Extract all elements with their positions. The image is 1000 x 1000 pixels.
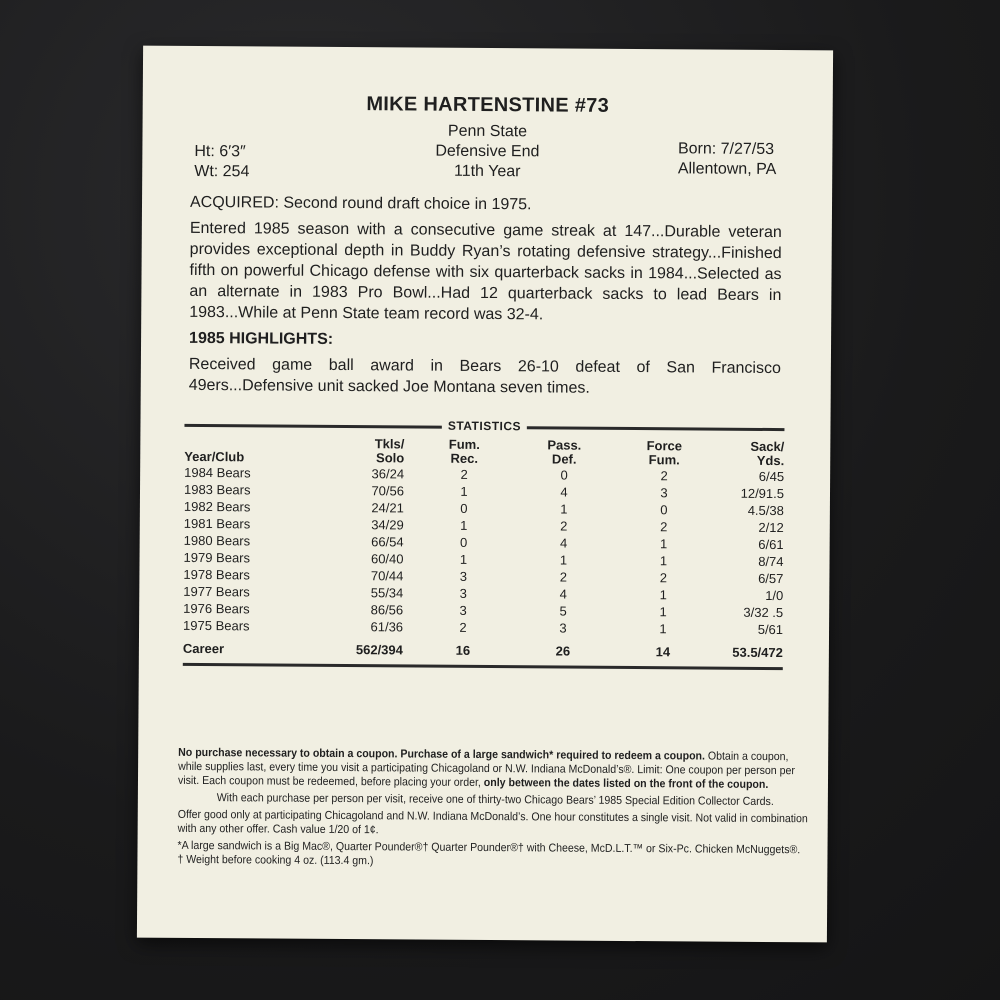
player-years: 11th Year [453,162,521,181]
cell-pass: 2 [560,518,568,534]
cell-force: 1 [659,536,668,552]
cell-tackles: 60/40 [370,551,404,567]
cell-year: 1977 Bears [183,583,250,600]
trading-card-back [137,46,833,943]
cell-tackles: 61/36 [370,619,404,635]
statistics-header [184,418,784,436]
cell-year: Career [182,640,225,657]
cell-pass: 4 [560,484,568,500]
cell-force: 2 [660,468,668,484]
player-birth [678,139,777,180]
highlights-text: Received game ball award in Bears 26-10 defeat of San Francisco 49ers...Defensive unit sacked Joe Montana seven times. [188,355,781,397]
fine-print-offer: With each purchase per person per visit, receive one of thirty-two Chicago Bears’ 1985 Special Edition Collector Cards. [216,792,774,809]
cell-sack: 4.5/38 [747,502,784,519]
cell-fum: 3 [459,568,468,584]
cell-force: 1 [659,621,667,637]
player-school: Penn State [447,122,528,141]
cell-tackles: 66/54 [371,534,404,550]
cell-force: 3 [660,485,668,501]
cell-tackles: 562/394 [355,642,403,658]
cell-force: 2 [659,570,668,586]
player-name: MIKE HARTENSTINE #73 [366,93,610,117]
cell-tackles: 86/56 [370,602,404,618]
cell-year: 1976 Bears [183,600,250,617]
fine-print-coupon [178,746,813,792]
cell-sack: 6/57 [758,570,784,587]
cell-force: 14 [655,644,671,660]
cell-fum: 0 [460,500,468,516]
cell-fum: 3 [459,602,467,618]
cell-pass: 4 [559,535,568,551]
fine-print-sandwich: *A large sandwich is a Big Mac®, Quarter Pounder®† Quarter Pounder®† with Cheese, McD.L.T.™ or Six-Pc. Chicken McNuggets®. [177,839,801,857]
cell-tackles: 70/44 [370,568,404,584]
statistics-table [183,436,785,661]
cell-year: 1981 Bears [183,515,251,532]
cell-sack: 1/0 [765,587,784,604]
cell-year: 1979 Bears [183,549,251,566]
cell-year: 1983 Bears [183,481,251,498]
cell-sack: 2/12 [758,519,784,536]
cell-sack: 3/32 .5 [743,604,784,621]
player-hometown: Allentown, PA [677,160,777,179]
fine-print-rules: Obtain a coupon, while supplies last, every time you visit a participating Chicagoland or N.W. Indiana McDonald’s®. Limit: One coupon per person per visit. Each coupon must be redeemed, before placing your order, [177,750,795,789]
cell-sack: 5/61 [757,621,784,638]
cell-pass: 1 [560,501,568,517]
header-fumble-recoveries: Fum. Rec. [448,436,480,466]
header-passes-defended: Pass. Def. [547,437,582,467]
player-born: Born: 7/27/53 [677,140,775,159]
player-physical [194,142,249,182]
statistics-bottom-rule [183,663,783,670]
cell-tackles: 36/24 [371,466,405,482]
cell-year: 1975 Bears [183,617,250,634]
cell-fum: 2 [460,466,468,482]
cell-sack: 6/61 [758,536,784,553]
cell-year: 1980 Bears [183,532,251,549]
statistics-section [183,418,785,670]
cell-pass: 3 [559,620,567,636]
cell-pass: 0 [560,467,568,483]
cell-sack: 53.5/472 [732,644,783,661]
cell-pass: 26 [555,643,571,659]
cell-fum: 1 [459,551,468,567]
cell-force: 2 [660,519,668,535]
cell-force: 1 [659,553,668,569]
cell-tackles: 70/56 [371,483,405,499]
cell-year: 1982 Bears [183,498,251,515]
header-tackles: Tkls/ Solo [374,436,405,466]
cell-pass: 1 [559,552,568,568]
cell-sack: 12/91.5 [740,485,785,502]
player-height: Ht: 6′3″ [194,142,246,161]
bio-section [189,192,782,405]
highlights-title: 1985 HIGHLIGHTS: [189,329,334,348]
header-year-club: Year/Club [184,448,245,465]
fine-print-weight: † Weight before cooking 4 oz. (113.4 gm.) [177,853,374,868]
fine-print-bold: No purchase necessary to obtain a coupon. Purchase of a large sandwich* required to redeem a coupon. [178,746,706,763]
header-sacks-yards: Sack/ Yds. [750,438,785,469]
cell-fum: 1 [460,483,468,499]
cell-tackles: 34/29 [371,517,404,533]
header-forced-fumbles: Force Fum. [646,438,683,468]
cell-sack: 8/74 [758,553,784,570]
cell-year: 1978 Bears [183,566,250,583]
bio-text: Entered 1985 season with a consecutive game streak at 147...Durable veteran provides exceptional depth in Buddy Ryan’s rotating defensive strategy...Finished fifth on powerful Chicago defense with six quarterback sacks in 1984...Selected as an alternate in 1983 Pro Bowl...Had 12 quarterback sacks to lead Bears in 1983...While at Penn State team record was 32-4. [189,219,782,324]
cell-pass: 2 [559,569,568,585]
career-row [183,634,783,661]
cell-force: 1 [659,587,667,603]
cell-year: 1984 Bears [184,464,251,481]
fine-print-validity: Offer good only at participating Chicagoland and N.W. Indiana McDonald’s. One hour constitutes a single visit. Not valid in combination with any other offer. Cash value 1/20 of 1¢. [177,808,808,837]
cell-fum: 16 [455,642,471,658]
cell-pass: 5 [559,603,567,619]
cell-force: 0 [660,502,668,518]
cell-tackles: 24/21 [371,500,404,516]
bio-acquired: ACQUIRED: Second round draft choice in 1975. [189,193,532,214]
cell-fum: 2 [459,619,467,635]
player-position: Defensive End [435,142,540,161]
cell-fum: 0 [459,534,468,550]
cell-tackles: 55/34 [370,585,404,601]
fine-print [177,746,813,871]
cell-pass: 4 [559,586,567,602]
cell-sack: 6/45 [758,468,785,485]
cell-fum: 1 [460,517,468,533]
cell-fum: 3 [459,585,467,601]
fine-print-dates: only between the dates listed on the front of the coupon. [483,776,769,791]
player-weight: Wt: 254 [194,162,250,181]
statistics-title: STATISTICS [442,419,527,434]
statistics-header-row [184,436,784,468]
cell-force: 1 [659,604,667,620]
